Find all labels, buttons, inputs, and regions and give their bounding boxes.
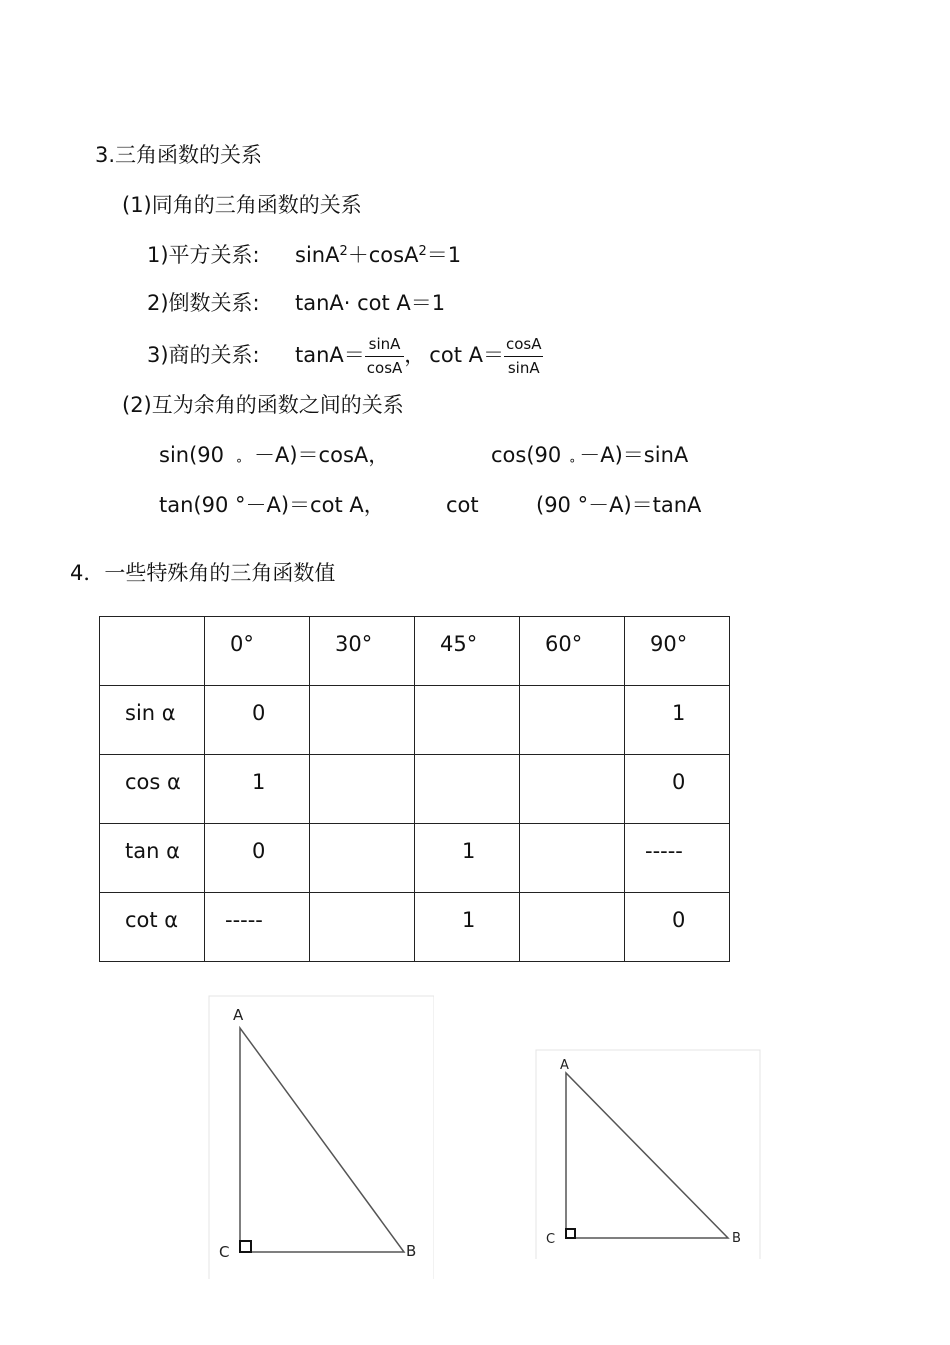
header-angle: 0° (230, 632, 254, 656)
table-cell (310, 686, 415, 755)
table-cell: 0 (205, 824, 310, 893)
exponent: 2 (418, 244, 427, 259)
fraction-cos-over-sin (504, 334, 544, 377)
triangle-outline (566, 1073, 728, 1238)
formula-part: ＋cosA (347, 243, 419, 267)
header-angle: 30° (335, 632, 373, 656)
section4-title: 4．一些特殊角的三角函数值 (70, 561, 336, 585)
triangle-left-svg (208, 995, 434, 1279)
figure-border (536, 1050, 760, 1259)
header-angle: 60° (545, 632, 583, 656)
formula-part: sin(90 (159, 443, 224, 467)
row-label: sin α (125, 701, 176, 725)
table-cell (310, 824, 415, 893)
reciprocal-relation-formula: tanA· cot A＝1 (295, 291, 446, 315)
vertex-label-b: B (732, 1231, 741, 1246)
table-cell: ----- (625, 824, 730, 893)
separator: ， (404, 343, 426, 367)
table-cell (415, 686, 520, 755)
triangle-outline (240, 1028, 404, 1252)
fraction-sin-over-cos (365, 334, 405, 377)
row-label-cell (100, 755, 205, 824)
formula-part: ＝1 (426, 243, 462, 267)
table-corner-cell (100, 617, 205, 686)
square-relation-label: 1)平方关系: (147, 243, 260, 267)
right-angle-mark (566, 1229, 575, 1238)
row-label: cot α (125, 908, 179, 932)
vertex-label-b: B (406, 1242, 417, 1260)
header-cell (415, 617, 520, 686)
degree-mark: ° (569, 457, 576, 471)
table-cell: 0 (625, 755, 730, 824)
table-cell (520, 893, 625, 962)
table-cell: 0 (205, 686, 310, 755)
formula-part: －A)＝sinA (579, 443, 689, 467)
table-cell: 1 (415, 824, 520, 893)
table-cell (520, 824, 625, 893)
degree-mark: ° (236, 457, 242, 471)
row-label: cos α (125, 770, 181, 794)
header-cell (520, 617, 625, 686)
formula-part: cos(90 (491, 443, 562, 467)
table-header-row (100, 617, 730, 686)
cofunction-tan: tan(90 °－A)＝cot A， (159, 493, 385, 517)
table-cell: 1 (415, 893, 520, 962)
row-label-cell (100, 824, 205, 893)
vertex-label-a: A (233, 1006, 244, 1024)
header-angle: 90° (650, 632, 688, 656)
formula-part: －A)＝cosA， (254, 443, 390, 467)
table-cell: 1 (625, 686, 730, 755)
cofunction-cos (491, 443, 689, 471)
row-label-cell (100, 893, 205, 962)
denominator: cosA (366, 358, 403, 377)
header-cell (205, 617, 310, 686)
header-cell (310, 617, 415, 686)
section3-title: 3.三角函数的关系 (95, 143, 263, 167)
vertex-label-c: C (219, 1243, 230, 1261)
table-row (100, 824, 730, 893)
exponent: 2 (339, 244, 348, 259)
table-cell (310, 755, 415, 824)
cofunction-cot-formula: (90 °－A)＝tanA (536, 493, 702, 517)
subsection1-title: (1)同角的三角函数的关系 (122, 193, 362, 217)
vertex-label-a: A (560, 1058, 569, 1073)
table-cell (520, 686, 625, 755)
formula-part: tanA＝ (295, 343, 365, 367)
cofunction-sin (159, 443, 390, 471)
table-cell (415, 755, 520, 824)
square-relation-formula (295, 245, 461, 266)
table-cell: 1 (205, 755, 310, 824)
table-cell (520, 755, 625, 824)
table-row (100, 755, 730, 824)
row-label: tan α (125, 839, 180, 863)
numerator: sinA (365, 337, 405, 357)
table-cell: 0 (625, 893, 730, 962)
formula-part: sinA (295, 243, 340, 267)
cofunction-cot-label: cot (446, 493, 479, 517)
table-row (100, 686, 730, 755)
table-cell: ----- (205, 893, 310, 962)
header-angle: 45° (440, 632, 478, 656)
triangle-figure-right (535, 1049, 761, 1259)
quotient-relation-formula (295, 331, 543, 379)
quotient-relation-label: 3)商的关系: (147, 343, 260, 367)
reciprocal-relation-label: 2)倒数关系: (147, 291, 260, 315)
special-angle-table (99, 616, 730, 962)
row-label-cell (100, 686, 205, 755)
vertex-label-c: C (546, 1232, 556, 1247)
numerator: cosA (504, 337, 544, 357)
figure-border (209, 996, 434, 1279)
triangle-right-svg (535, 1049, 761, 1259)
denominator: sinA (507, 358, 540, 377)
subsection2-title: (2)互为余角的函数之间的关系 (122, 393, 404, 417)
table-cell (310, 893, 415, 962)
header-cell (625, 617, 730, 686)
triangle-figure-left (208, 995, 434, 1279)
table-row (100, 893, 730, 962)
right-angle-mark (240, 1241, 251, 1252)
formula-part: cot A＝ (429, 343, 504, 367)
